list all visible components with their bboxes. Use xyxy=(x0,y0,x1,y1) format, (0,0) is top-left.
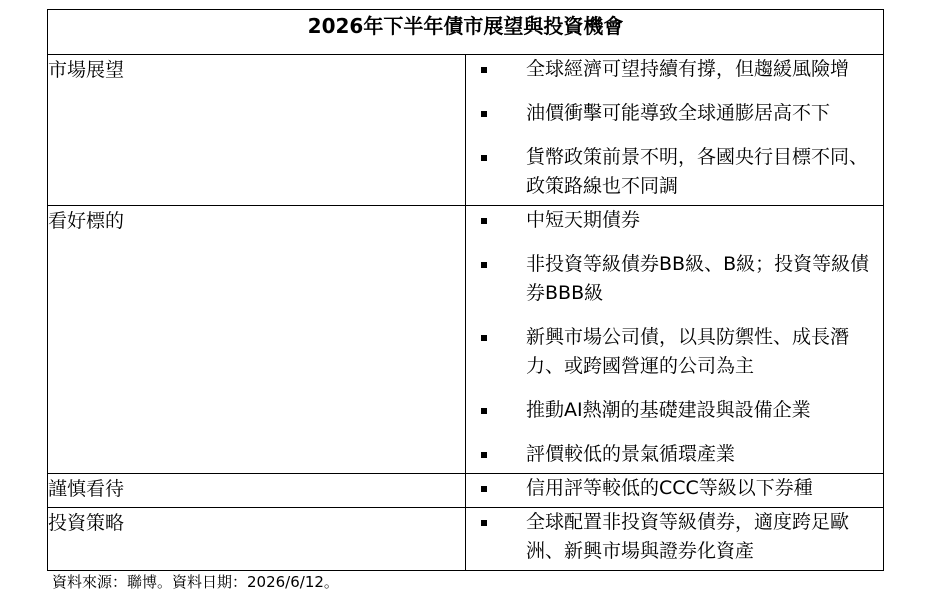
list-item-text: 推動AI熱潮的基礎建設與設備企業 xyxy=(526,399,811,421)
list-item-text: 信用評等較低的CCC等級以下券種 xyxy=(526,477,813,499)
square-bullet-icon xyxy=(481,520,487,526)
section-items-cell xyxy=(466,206,884,474)
square-bullet-icon xyxy=(481,452,487,458)
square-bullet-icon xyxy=(481,155,487,161)
list-item xyxy=(466,474,883,503)
list-item xyxy=(466,396,883,425)
list-item xyxy=(466,323,883,381)
section-category: 謹慎看待 xyxy=(48,474,466,508)
list-item xyxy=(466,143,883,201)
square-bullet-icon xyxy=(481,111,487,117)
list-item-text: 油價衝擊可能導致全球通膨居高不下 xyxy=(526,102,831,124)
square-bullet-icon xyxy=(481,408,487,414)
square-bullet-icon xyxy=(481,486,487,492)
list-item-text: 全球配置非投資等級債券，適度跨足歐洲、新興市場與證券化資產 xyxy=(526,511,850,562)
square-bullet-icon xyxy=(481,67,487,73)
title-row xyxy=(48,10,884,55)
outlook-table xyxy=(47,9,884,571)
list-item-text: 非投資等級債券BB級、B級；投資等級債券BBB級 xyxy=(526,253,870,304)
list-item xyxy=(466,99,883,128)
list-item-text: 評價較低的景氣循環產業 xyxy=(526,443,736,465)
table-body xyxy=(48,55,884,571)
list-item-text: 中短天期債券 xyxy=(526,209,641,231)
square-bullet-icon xyxy=(481,218,487,224)
table-title: 2026年下半年債市展望與投資機會 xyxy=(48,10,884,55)
list-item xyxy=(466,250,883,308)
section-row xyxy=(48,55,884,206)
section-items-cell xyxy=(466,474,884,508)
bullet-list xyxy=(466,474,883,503)
section-row xyxy=(48,508,884,571)
square-bullet-icon xyxy=(481,262,487,268)
square-bullet-icon xyxy=(481,335,487,341)
bullet-list xyxy=(466,508,883,566)
section-row xyxy=(48,206,884,474)
section-items-cell xyxy=(466,55,884,206)
section-category: 投資策略 xyxy=(48,508,466,571)
list-item xyxy=(466,508,883,566)
list-item xyxy=(466,206,883,235)
section-category: 看好標的 xyxy=(48,206,466,474)
list-item-text: 貨幣政策前景不明，各國央行目標不同、政策路線也不同調 xyxy=(526,146,869,197)
section-category: 市場展望 xyxy=(48,55,466,206)
section-items-cell xyxy=(466,508,884,571)
bullet-list xyxy=(466,55,883,201)
section-row xyxy=(48,474,884,508)
list-item-text: 全球經濟可望持續有撐，但趨緩風險增 xyxy=(526,58,850,80)
source-note: 資料來源：聯博。資料日期：2026/6/12。 xyxy=(52,573,339,591)
list-item xyxy=(466,440,883,469)
list-item xyxy=(466,55,883,84)
list-item-text: 新興市場公司債，以具防禦性、成長潛力、或跨國營運的公司為主 xyxy=(526,326,850,377)
bullet-list xyxy=(466,206,883,469)
